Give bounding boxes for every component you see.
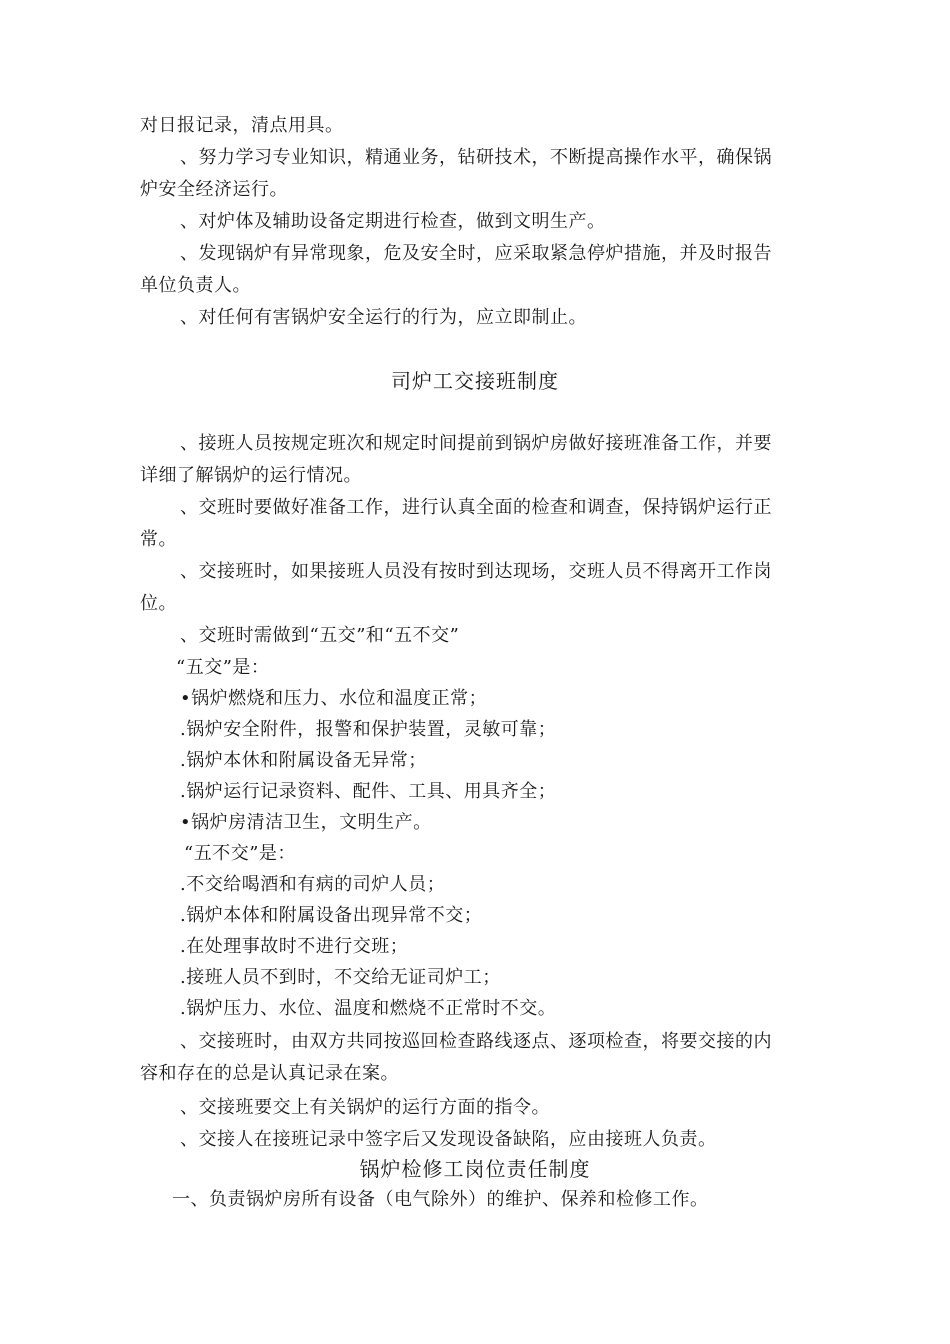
paragraph-line: 炉安全经济运行。 bbox=[140, 179, 288, 200]
paragraph-line: 详细了解锅炉的运行情况。 bbox=[140, 465, 362, 486]
paragraph-line: 、发现锅炉有异常现象，危及安全时，应采取紧急停炉措施，并及时报告 bbox=[180, 243, 772, 264]
paragraph-line: 对日报记录，清点用具。 bbox=[140, 115, 344, 136]
section-title-handover: 司炉工交接班制度 bbox=[391, 369, 559, 393]
list-item: .锅炉本休和附属设备无异常； bbox=[180, 750, 427, 771]
paragraph-line: 、努力学习专业知识，精通业务，钻研技术，不断提高操作水平，确保锅 bbox=[180, 147, 772, 168]
paragraph-line: 容和存在的总是认真记录在案。 bbox=[140, 1063, 399, 1084]
subheading-five-no-handover: “五不交”是： bbox=[184, 843, 296, 864]
section-title-maintenance: 锅炉检修工岗位责任制度 bbox=[359, 1157, 591, 1181]
paragraph-line: 、交接班时，如果接班人员没有按时到达现场，交班人员不得离开工作岗 bbox=[180, 561, 772, 582]
paragraph-line: 、交接人在接班记录中签字后又发现设备缺陷，应由接班人负责。 bbox=[180, 1129, 717, 1150]
paragraph-line: 、对炉体及辅助设备定期进行检查，做到文明生产。 bbox=[180, 211, 606, 232]
list-item: .不交给喝酒和有病的司炉人员； bbox=[180, 874, 446, 895]
paragraph-line: 一、负责锅炉房所有设备（电气除外）的维护、保养和检修工作。 bbox=[172, 1189, 709, 1210]
list-item: •锅炉房清洁卫生，文明生产。 bbox=[180, 812, 432, 833]
paragraph-line: 、交班时需做到“五交”和“五不交” bbox=[180, 625, 460, 646]
paragraph-line: 、交接班时，由双方共同按巡回检查路线逐点、逐项检查，将要交接的内 bbox=[180, 1031, 772, 1052]
list-item: .锅炉运行记录资料、配件、工具、用具齐全； bbox=[180, 781, 557, 802]
list-item: .锅炉压力、水位、温度和燃烧不正常时不交。 bbox=[180, 998, 557, 1019]
subheading-five-handover: “五交”是： bbox=[176, 657, 270, 678]
list-item: •锅炉燃烧和压力、水位和温度正常； bbox=[180, 688, 488, 709]
paragraph-line: 、交班时要做好准备工作，进行认真全面的检查和调查，保持锅炉运行正 bbox=[180, 497, 772, 518]
paragraph-line: 常。 bbox=[140, 529, 177, 550]
list-item: .接班人员不到时，不交给无证司炉工； bbox=[180, 967, 501, 988]
paragraph-line: 位。 bbox=[140, 593, 177, 614]
list-item: .锅炉本体和附属设备出现异常不交； bbox=[180, 905, 483, 926]
paragraph-line: 、对任何有害锅炉安全运行的行为，应立即制止。 bbox=[180, 307, 587, 328]
paragraph-line: 、接班人员按规定班次和规定时间提前到锅炉房做好接班准备工作，并要 bbox=[180, 433, 772, 454]
paragraph-line: 单位负责人。 bbox=[140, 275, 251, 296]
list-item: .锅炉安全附件，报警和保护装置，灵敏可靠； bbox=[180, 719, 557, 740]
list-item: .在处理事故时不进行交班； bbox=[180, 936, 409, 957]
paragraph-line: 、交接班要交上有关锅炉的运行方面的指令。 bbox=[180, 1097, 550, 1118]
